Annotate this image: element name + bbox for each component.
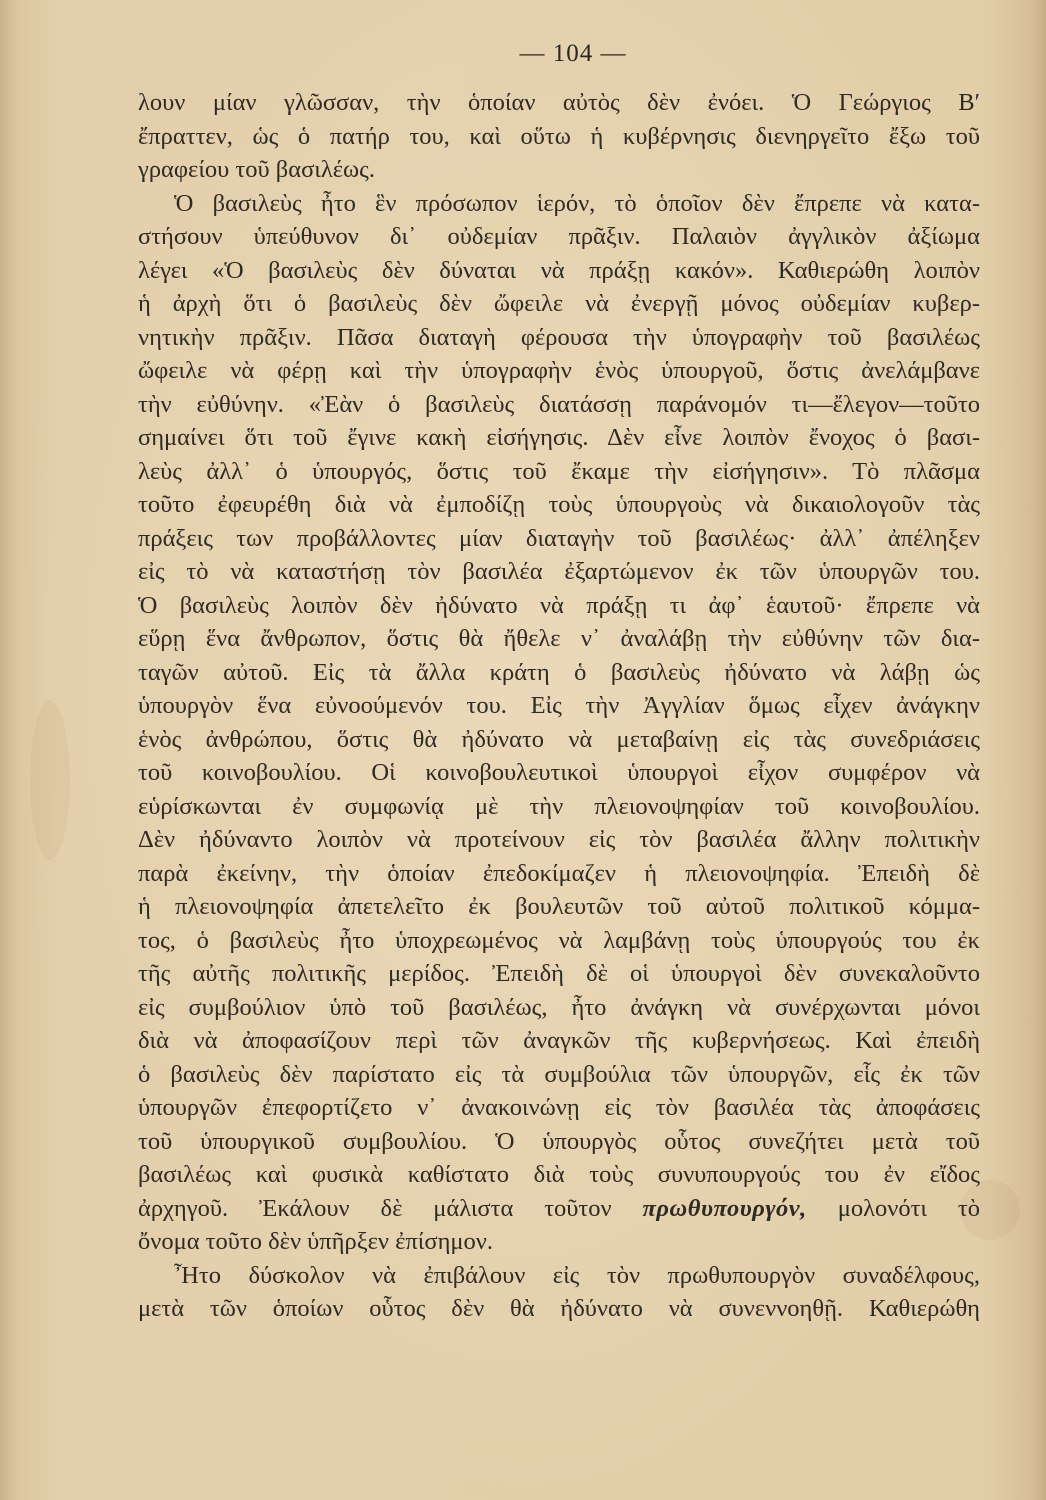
text-line: εἰς τὸ νὰ καταστήσῃ τὸν βασιλέα ἐξαρτώμενον ἐκ τῶν ὑπουργῶν του.	[138, 558, 980, 585]
text-line: νητικὴν πρᾶξιν. Πᾶσα διαταγὴ φέρουσα τὴν ὑπογραφὴν τοῦ βασιλέως	[138, 323, 980, 351]
paragraph-2	[138, 187, 980, 1259]
text-line: διὰ νὰ ἀποφασίζουν περὶ τῶν ἀναγκῶν τῆς κυβερνήσεως. Καὶ ἐπειδὴ	[138, 1027, 980, 1054]
text-line: ἡ ἀρχὴ ὅτι ὁ βασιλεὺς δὲν ὤφειλε νὰ ἐνεργῇ μόνος οὐδεμίαν κυβερ-	[138, 290, 980, 317]
text-line: τῆς αὐτῆς πολιτικῆς μερίδος. Ἐπειδὴ δὲ οἱ ὑπουργοὶ δὲν συνεκαλοῦντο	[138, 960, 980, 987]
body-text	[138, 86, 980, 1326]
text-line: εἰς συμβούλιον ὑπὸ τοῦ βασιλέως, ἦτο ἀνάγκη νὰ συνέρχωνται μόνοι	[138, 993, 980, 1021]
paragraph-1	[138, 86, 980, 187]
text-line: τοῦ κοινοβουλίου. Οἱ κοινοβουλευτικοὶ ὑπουργοὶ εἶχον συμφέρον νὰ	[138, 759, 980, 786]
text-line: ἑνὸς ἀνθρώπου, ὅστις θὰ ἠδύνατο νὰ μεταβαίνῃ εἰς τὰς συνεδριάσεις	[138, 725, 980, 753]
text-line: ὑπουργὸν ἕνα εὐνοούμενόν του. Εἰς τὴν Ἀγγλίαν ὅμως εἶχεν ἀνάγκην	[138, 692, 980, 719]
text-line: Ἦτο δύσκολον νὰ ἐπιβάλουν εἰς τὸν πρωθυπουργὸν συναδέλφους,	[174, 1261, 980, 1289]
text-line: ὄνομα τοῦτο δὲν ὑπῆρξεν ἐπίσημον.	[138, 1228, 493, 1255]
text-line: εὑρίσκωνται ἐν συμφωνίᾳ μὲ τὴν πλειονοψηφίαν τοῦ κοινοβουλίου.	[138, 792, 980, 820]
text-line: ὤφειλε νὰ φέρῃ καὶ τὴν ὑπογραφὴν ἑνὸς ὑπουργοῦ, ὅστις ἀνελάμβανε	[138, 357, 980, 384]
text-line: ταγῶν αὐτοῦ. Εἰς τὰ ἄλλα κράτη ὁ βασιλεὺς ἠδύνατο νὰ λάβῃ ὡς	[138, 658, 980, 686]
text-line: λέγει «Ὁ βασιλεὺς δὲν δύναται νὰ πράξῃ κακόν». Καθιερώθη λοιπὸν	[138, 256, 980, 284]
text-segment: μολονότι τὸ	[806, 1194, 981, 1222]
text-segment: ἀρχηγοῦ. Ἐκάλουν δὲ μάλιστα τοῦτον	[138, 1194, 643, 1222]
page-number: — 104 —	[519, 40, 627, 67]
text-line: ὁ βασιλεὺς δὲν παρίστατο εἰς τὰ συμβούλια τῶν ὑπουργῶν, εἷς ἐκ τῶν	[138, 1060, 980, 1088]
text-line: Δὲν ἠδύναντο λοιπὸν νὰ προτείνουν εἰς τὸν βασιλέα ἄλλην πολιτικὴν	[138, 826, 980, 853]
text-line: μετὰ τῶν ὁποίων οὗτος δὲν θὰ ἠδύνατο νὰ συνεννοηθῇ. Καθιερώθη	[138, 1295, 980, 1322]
text-line: λουν μίαν γλῶσσαν, τὴν ὁποίαν αὐτὸς δὲν ἐνόει. Ὁ Γεώργιος Β′	[138, 89, 980, 116]
emphasized-term: πρωθυπουργόν,	[642, 1194, 807, 1222]
text-line: στήσουν ὑπεύθυνον δι᾽ οὐδεμίαν πρᾶξιν. Παλαιὸν ἀγγλικὸν ἀξίωμα	[138, 223, 980, 250]
text-line: πράξεις των προβάλλοντες μίαν διαταγὴν τοῦ βασιλέως· ἀλλ᾽ ἀπέληξεν	[138, 524, 980, 552]
text-line: Ὁ βασιλεὺς ἦτο ἓν πρόσωπον ἱερόν, τὸ ὁποῖον δὲν ἔπρεπε νὰ κατα-	[174, 189, 980, 217]
text-line: τοῦ ὑπουργικοῦ συμβουλίου. Ὁ ὑπουργὸς οὗτος συνεζήτει μετὰ τοῦ	[138, 1127, 980, 1155]
text-line: τοῦτο ἐφευρέθη διὰ νὰ ἐμποδίζῃ τοὺς ὑπουργοὺς νὰ δικαιολογοῦν τὰς	[138, 491, 980, 518]
text-line: Ὁ βασιλεὺς λοιπὸν δὲν ἠδύνατο νὰ πράξῃ τι ἀφ᾽ ἑαυτοῦ· ἔπρεπε νὰ	[138, 591, 980, 619]
text-line: τὴν εὐθύνην. «Ἐὰν ὁ βασιλεὺς διατάσσῃ παράνομόν τι—ἔλεγον—τοῦτο	[138, 390, 980, 418]
text-line: ἔπραττεν, ὡς ὁ πατήρ του, καὶ οὕτω ἡ κυβέρνησις διενηργεῖτο ἔξω τοῦ	[138, 122, 980, 150]
text-line: ἡ πλειονοψηφία ἀπετελεῖτο ἐκ βουλευτῶν τοῦ αὐτοῦ πολιτικοῦ κόμμα-	[138, 893, 980, 920]
text-line: τος, ὁ βασιλεὺς ἦτο ὑποχρεωμένος νὰ λαμβάνῃ τοὺς ὑπουργούς του ἐκ	[138, 926, 980, 954]
text-line-with-term	[138, 1192, 980, 1226]
text-line: παρὰ ἐκείνην, τὴν ὁποίαν ἐπεδοκίμαζεν ἡ πλειονοψηφία. Ἐπειδὴ δὲ	[138, 859, 980, 887]
text-line: ὑπουργῶν ἐπεφορτίζετο ν᾽ ἀνακοινώνῃ εἰς τὸν βασιλέα τὰς ἀποφάσεις	[138, 1094, 980, 1121]
paper-stain	[30, 700, 70, 860]
text-line: γραφείου τοῦ βασιλέως.	[138, 156, 375, 183]
text-line: σημαίνει ὅτι τοῦ ἔγινε κακὴ εἰσήγησις. Δὲν εἶνε λοιπὸν ἔνοχος ὁ βασι-	[138, 424, 980, 451]
text-line: εὕρῃ ἕνα ἄνθρωπον, ὅστις θὰ ἤθελε ν᾽ ἀναλάβῃ τὴν εὐθύνην τῶν δια-	[138, 625, 980, 652]
text-line: λεὺς ἀλλ᾽ ὁ ὑπουργός, ὅστις τοῦ ἔκαμε τὴν εἰσήγησιν». Τὸ πλᾶσμα	[138, 457, 980, 485]
text-line: βασιλέως καὶ φυσικὰ καθίστατο διὰ τοὺς συνυπουργούς του ἐν εἴδος	[138, 1161, 980, 1188]
paragraph-3	[138, 1259, 980, 1326]
